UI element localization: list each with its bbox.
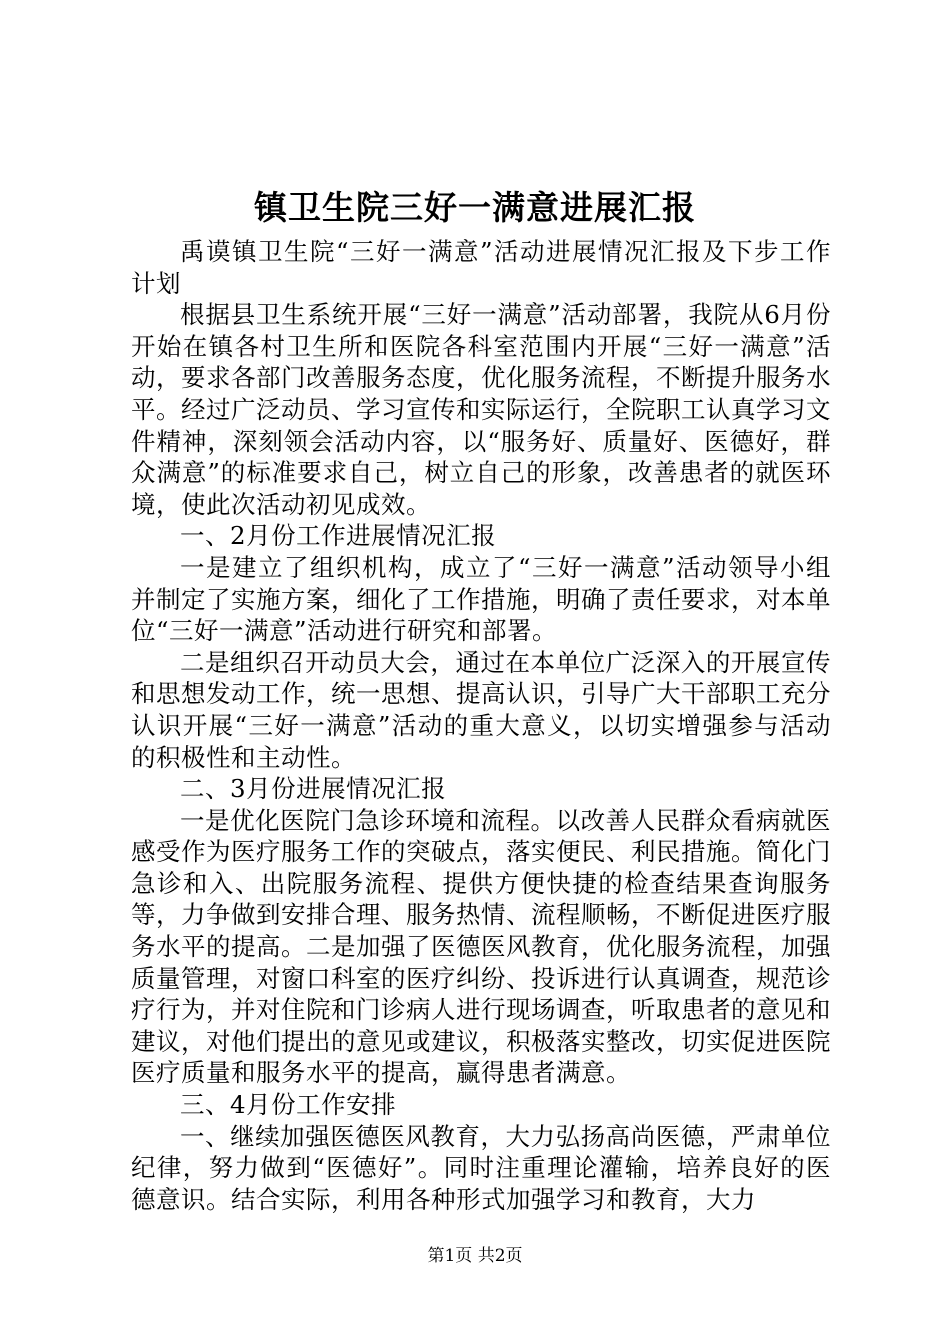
- page-number-footer: 第1页 共2页: [427, 1246, 523, 1266]
- paragraph-overview: 根据县卫生系统开展“三好一满意”活动部署，我院从6月份开始在镇各村卫生所和医院各科室范围内开展“三好一满意”活动，要求各部门改善服务态度，优化服务流程，不断提升服务水平。经过广泛动员、学习宣传和实际运行，全院职工认真学习文件精神，深刻领会活动内容，以“服务好、质量好、医德好，群众满意”的标准要求自己，树立自己的形象，改善患者的就医环境，使此次活动初见成效。: [131, 300, 831, 519]
- paragraph-april: 一、继续加强医德医风教育，大力弘扬高尚医德，严肃单位纪律，努力做到“医德好”。同时注重理论灌输，培养良好的医德意识。结合实际，利用各种形式加强学习和教育，大力: [131, 1121, 831, 1214]
- section-heading-february: 一、2月份工作进展情况汇报: [180, 521, 497, 551]
- paragraph-march: 一是优化医院门急诊环境和流程。以改善人民群众看病就医感受作为医疗服务工作的突破点，落实便民、利民措施。简化门急诊和入、出院服务流程、提供方便快捷的检查结果查询服务等，力争做到安排合理、服务热情、流程顺畅，不断促进医疗服务水平的提高。二是加强了医德医风教育，优化服务流程，加强质量管理，对窗口科室的医疗纠纷、投诉进行认真调查，规范诊疗行为，并对住院和门诊病人进行现场调查，听取患者的意见和建议，对他们提出的意见或建议，积极落实整改，切实促进医院医疗质量和服务水平的提高，赢得患者满意。: [131, 805, 831, 1088]
- section-heading-april: 三、4月份工作安排: [180, 1090, 397, 1120]
- paragraph-heading-intro: 禹谟镇卫生院“三好一满意”活动进展情况汇报及下步工作计划: [131, 237, 831, 298]
- section-heading-march: 二、3月份进展情况汇报: [180, 774, 447, 804]
- document-body: [131, 236, 831, 1215]
- paragraph-february-1: 一是建立了组织机构，成立了“三好一满意”活动领导小组并制定了实施方案，细化了工作措施，明确了责任要求，对本单位“三好一满意”活动进行研究和部署。: [131, 552, 831, 646]
- paragraph-february-2: 二是组织召开动员大会，通过在本单位广泛深入的开展宣传和思想发动工作，统一思想、提高认识，引导广大干部职工充分认识开展“三好一满意”活动的重大意义，以切实增强参与活动的积极性和主动性。: [131, 647, 831, 772]
- document-title: 镇卫生院三好一满意进展汇报: [254, 188, 696, 227]
